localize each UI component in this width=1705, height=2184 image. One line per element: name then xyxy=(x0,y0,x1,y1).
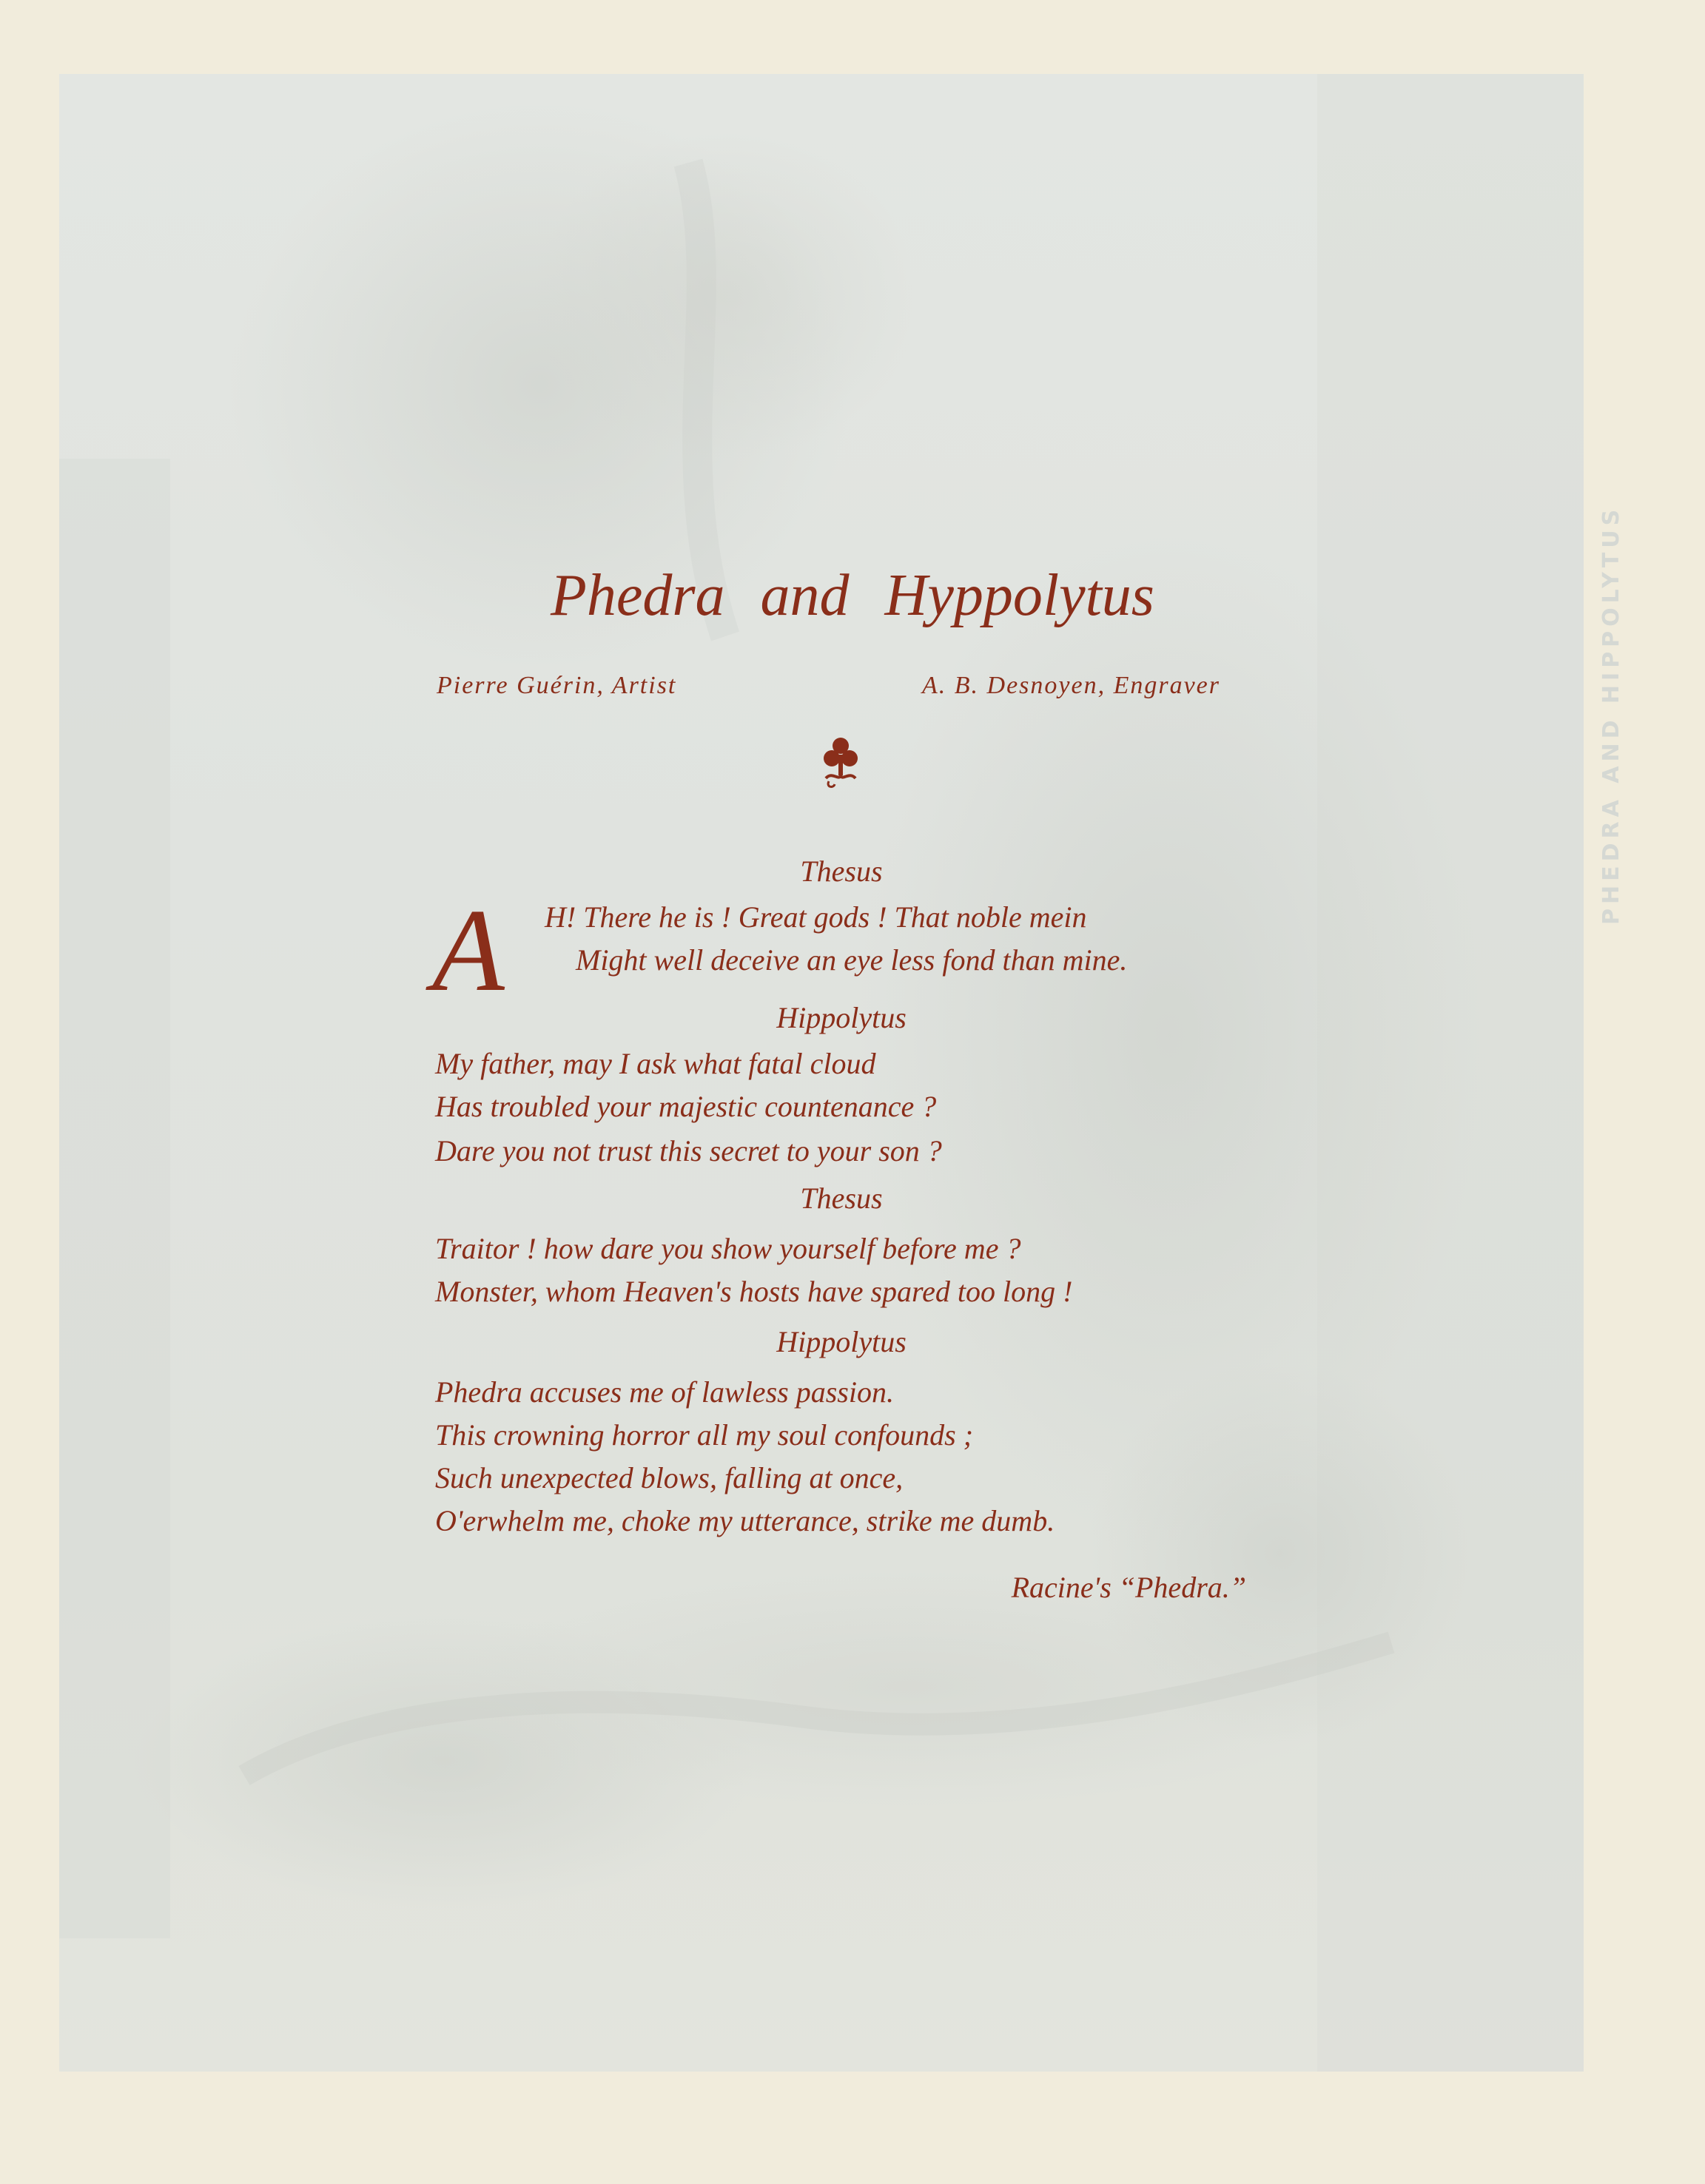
engraver-credit: A. B. Desnoyen, Engraver xyxy=(922,672,1221,699)
verse-line: This crowning horror all my soul confounds ; xyxy=(435,1418,974,1452)
verse-line: Phedra accuses me of lawless passion. xyxy=(435,1375,894,1409)
speaker-heading: Thesus xyxy=(800,1182,883,1215)
artist-credit: Pierre Guérin, Artist xyxy=(437,672,677,699)
verse-line: Has troubled your majestic countenance ? xyxy=(435,1090,937,1123)
verse-line: Such unexpected blows, falling at once, xyxy=(435,1461,904,1494)
spine-caption: PHEDRA AND HIPPOLYTUS xyxy=(1598,505,1624,925)
verse-line: Dare you not trust this secret to your son ? xyxy=(435,1134,942,1167)
drop-cap: A xyxy=(432,884,505,1016)
speaker-heading: Thesus xyxy=(800,855,883,888)
verse-line: Traitor ! how dare you show yourself before me ? xyxy=(435,1232,1021,1265)
verse-line: Might well deceive an eye less fond than mine. xyxy=(576,943,1128,977)
speaker-heading: Hippolytus xyxy=(776,1325,907,1358)
verse-line: O'erwhelm me, choke my utterance, strike me dumb. xyxy=(435,1504,1055,1537)
source-attribution: Racine's “Phedra.” xyxy=(1011,1571,1246,1604)
club-ornament-icon xyxy=(818,732,863,792)
verse-line: My father, may I ask what fatal cloud xyxy=(435,1047,876,1080)
speaker-heading: Hippolytus xyxy=(776,1001,907,1034)
page-title: Phedra and Hyppolytus xyxy=(551,563,1154,628)
verse-line: Monster, whom Heaven's hosts have spared too long ! xyxy=(435,1275,1073,1308)
verse-line: H! There he is ! Great gods ! That noble mein xyxy=(545,900,1087,934)
